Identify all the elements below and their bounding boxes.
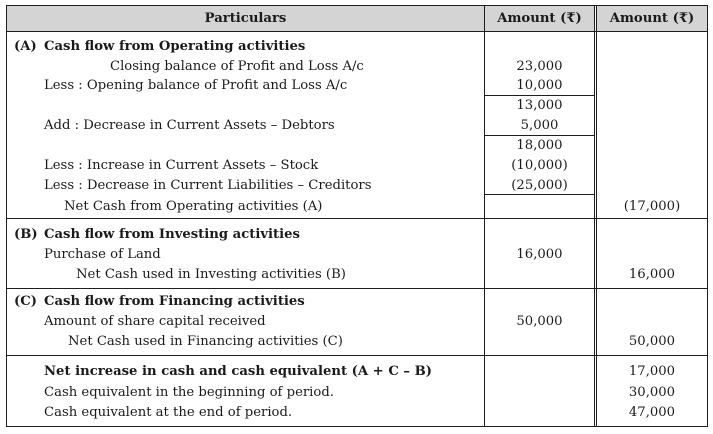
operating-row-amount: 5,000 [520, 118, 559, 133]
section-c-code: (C) [14, 294, 37, 309]
operating-row-label: Closing balance of Profit and Loss A/c [110, 59, 364, 74]
section-b-title: Cash flow from Investing activities [44, 227, 300, 242]
section-a-code: (A) [14, 39, 37, 54]
section-divider-financing [6, 288, 708, 289]
table-left-border [6, 5, 7, 427]
operating-row-amount: (25,000) [511, 178, 568, 193]
cash-end-amount: 47,000 [628, 405, 676, 420]
subtotal-rule-3 [485, 194, 594, 195]
investing-item-amount: 16,000 [516, 247, 563, 262]
cash-end-label: Cash equivalent at the end of period. [44, 405, 293, 420]
operating-row-label: Add : Decrease in Current Assets – Debtors [44, 118, 335, 133]
operating-row-label: Less : Decrease in Current Liabilities – Creditors [44, 178, 372, 193]
investing-item-label: Purchase of Land [44, 247, 161, 262]
header-amount-1: Amount (₹) [497, 11, 582, 26]
table-right-border [707, 5, 708, 427]
cash-beginning-amount: 30,000 [628, 385, 676, 400]
financing-net-amount: 50,000 [628, 334, 676, 349]
financing-item-amount: 50,000 [516, 314, 563, 329]
investing-net-label: Net Cash used in Investing activities (B) [76, 267, 346, 282]
net-increase-amount: 17,000 [628, 364, 676, 379]
operating-net-label: Net Cash from Operating activities (A) [64, 199, 323, 214]
section-c-title: Cash flow from Financing activities [44, 294, 305, 309]
section-divider-summary [6, 355, 708, 356]
section-b-code: (B) [14, 227, 38, 242]
operating-subtotal-2: 18,000 [516, 138, 563, 153]
operating-row-amount: 23,000 [516, 59, 563, 74]
column-divider-2a [594, 5, 595, 427]
investing-net-amount: 16,000 [628, 267, 676, 282]
header-amount-2: Amount (₹) [609, 11, 695, 26]
operating-net-amount: (17,000) [623, 199, 681, 214]
table-top-border [6, 5, 708, 6]
financing-item-label: Amount of share capital received [44, 314, 266, 329]
section-a-title: Cash flow from Operating activities [44, 39, 306, 54]
cash-beginning-label: Cash equivalent in the beginning of period. [44, 385, 334, 400]
header-bottom-border [6, 31, 708, 32]
operating-subtotal-1: 13,000 [516, 98, 563, 113]
table-bottom-border [6, 426, 708, 427]
operating-row-amount: 10,000 [516, 78, 563, 93]
header-particulars: Particulars [204, 11, 287, 26]
operating-row-label: Less : Opening balance of Profit and Loss A/c [44, 78, 348, 93]
section-divider-investing [6, 218, 708, 219]
subtotal-rule-1 [485, 95, 594, 96]
subtotal-rule-2 [485, 135, 594, 136]
operating-row-amount: (10,000) [511, 158, 568, 173]
net-increase-label: Net increase in cash and cash equivalent (A + C – B) [44, 364, 432, 379]
financing-net-label: Net Cash used in Financing activities (C) [68, 334, 343, 349]
operating-row-label: Less : Increase in Current Assets – Stock [44, 158, 319, 173]
